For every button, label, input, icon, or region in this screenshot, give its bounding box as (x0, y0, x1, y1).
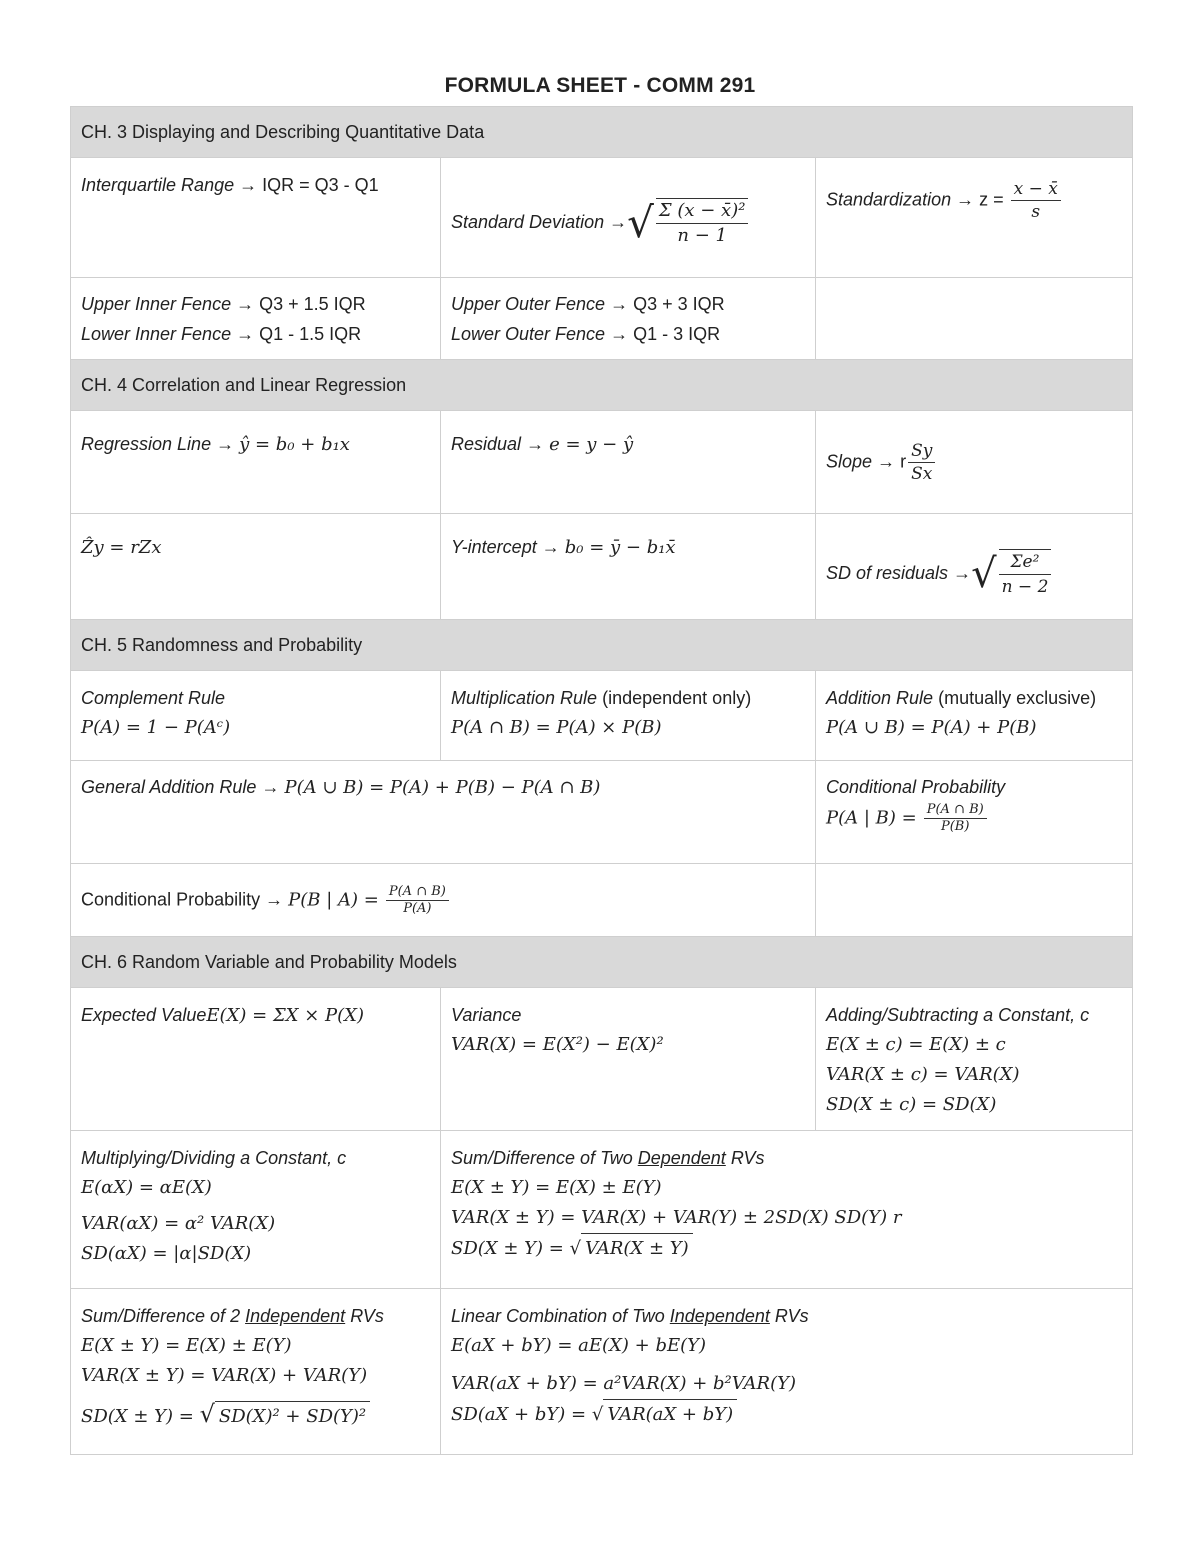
dep-line-1: E(X ± Y) = E(X) ± E(Y) (451, 1177, 662, 1198)
dep-line-3-lhs: SD(X ± Y) = (451, 1238, 564, 1259)
multc-line-3: SD(αX) = |α|SD(X) (81, 1243, 252, 1264)
ind-line-2: VAR(X ± Y) = VAR(X) + VAR(Y) (81, 1365, 368, 1386)
sd-fraction: $\frac{\text{Σ (x − x̄)²}}{n - 1}$ (656, 198, 749, 248)
multc-line-1: E(αX) = αE(X) (81, 1177, 212, 1198)
ind-label-pre: Sum/Difference of 2 (81, 1306, 246, 1326)
lin-line-2: VAR(aX + bY) = a²VAR(X) + b²VAR(Y) (451, 1373, 797, 1394)
cond2-fraction: $\frac{P(A \cap B)}{P(A)}$ (386, 884, 449, 917)
lower-outer-formula: Q1 - 3 IQR (633, 324, 721, 344)
upper-outer-formula: Q3 + 3 IQR (633, 294, 725, 314)
cond-fraction: $\frac{P(A \cap B)}{P(B)}$ (924, 802, 987, 835)
section-header-ch4: CH. 4 Correlation and Linear Regression (71, 360, 1133, 411)
iqr-label: Interquartile Range (81, 175, 235, 195)
ind-line-3-lhs: SD(X ± Y) = (81, 1406, 194, 1427)
lin-line-3-lhs: SD(aX + bY) = (451, 1404, 587, 1425)
sqrt-icon: √ (971, 550, 997, 597)
upper-outer-label: Upper Outer Fence (451, 294, 606, 314)
arrow-icon: → (610, 324, 629, 344)
section-header-ch5: CH. 5 Randomness and Probability (71, 620, 1133, 671)
formula-table (70, 106, 1133, 1455)
reg-label: Regression Line (81, 434, 212, 454)
yint-label: Y-intercept (451, 537, 537, 557)
cond-label: Conditional Probability (826, 777, 1006, 797)
ev-label: Expected Value (81, 1005, 207, 1025)
yint-formula: b₀ = ȳ − b₁x̄ (564, 537, 676, 558)
std-lhs: z = (979, 189, 1004, 210)
lin-line-3-radicand: VAR(aX + bY) (603, 1399, 737, 1430)
arrow-icon: → (239, 175, 258, 195)
resid-label: Residual (451, 434, 522, 454)
lower-inner-formula: Q1 - 1.5 IQR (259, 324, 362, 344)
addc-line-2: VAR(X ± c) = VAR(X) (826, 1064, 1020, 1085)
mult-label: Multiplication Rule (451, 688, 598, 708)
addc-line-1: E(X ± c) = E(X) ± c (826, 1034, 1006, 1055)
slope-label: Slope (826, 450, 873, 471)
lin-label-pre: Linear Combination of Two (451, 1306, 670, 1326)
arrow-icon: → (236, 294, 255, 314)
cond-lhs: P(A | B) = (826, 807, 917, 829)
lower-outer-label: Lower Outer Fence (451, 324, 606, 344)
dep-label-post: RVs (725, 1148, 765, 1168)
slope-lhs: r (900, 450, 907, 471)
arrow-icon: → (609, 211, 628, 232)
std-fraction: $\frac{x - x̄}{s}$ (1011, 178, 1061, 223)
upper-inner-label: Upper Inner Fence (81, 294, 232, 314)
section-header-ch3: CH. 3 Displaying and Describing Quantitative Data (71, 107, 1133, 158)
ev-formula: E(X) = ΣX × P(X) (206, 1005, 364, 1026)
mult-formula: P(A ∩ B) = P(A) × P(B) (451, 717, 662, 738)
arrow-icon: → (265, 888, 284, 909)
arrow-icon: → (261, 777, 280, 797)
cond2-label: Conditional Probability (81, 888, 261, 909)
lin-label-underlined: Independent (669, 1306, 770, 1326)
dep-line-2: VAR(X ± Y) = VAR(X) + VAR(Y) ± 2SD(X) SD(Y) r (451, 1207, 902, 1228)
arrow-icon: → (610, 294, 629, 314)
multc-label: Multiplying/Dividing a Constant, c (81, 1148, 347, 1168)
mult-note: (independent only) (602, 688, 752, 708)
arrow-icon: → (877, 450, 896, 471)
cond2-lhs: P(B | A) = (288, 888, 379, 910)
ind-line-3-radicand: SD(X)² + SD(Y)² (215, 1401, 370, 1432)
lin-label-post: RVs (769, 1306, 809, 1326)
upper-inner-formula: Q3 + 1.5 IQR (259, 294, 366, 314)
sdres-fraction: $\frac{\text{Σe²}}{n - 2}$ (999, 549, 1052, 599)
comp-formula: P(A) = 1 − P(Aᶜ) (81, 717, 231, 738)
sqrt-icon: √ (591, 1404, 604, 1425)
ind-label-post: RVs (345, 1306, 384, 1326)
ind-line-1: E(X ± Y) = E(X) ± E(Y) (81, 1335, 292, 1356)
dep-label-pre: Sum/Difference of Two (451, 1148, 638, 1168)
arrow-icon: → (236, 324, 255, 344)
var-formula: VAR(X) = E(X²) − E(X)² (451, 1034, 664, 1055)
arrow-icon: → (526, 434, 545, 454)
add-note: (mutually exclusive) (938, 688, 1097, 708)
dep-line-3-radicand: VAR(X ± Y) (581, 1233, 693, 1264)
sqrt-icon: √ (627, 197, 654, 247)
reg-formula: ŷ = b₀ + b₁x (239, 434, 350, 455)
addc-line-3: SD(X ± c) = SD(X) (826, 1094, 997, 1115)
gen-formula: P(A ∪ B) = P(A) + P(B) − P(A ∩ B) (284, 777, 601, 798)
add-formula: P(A ∪ B) = P(A) + P(B) (826, 717, 1037, 738)
std-label: Standardization (826, 189, 952, 210)
iqr-formula: IQR = Q3 - Q1 (262, 175, 379, 195)
sdres-label: SD of residuals (826, 562, 949, 583)
section-header-ch6: CH. 6 Random Variable and Probability Models (71, 937, 1133, 988)
page-title: FORMULA SHEET - COMM 291 (444, 74, 756, 97)
arrow-icon: → (956, 189, 975, 210)
slope-fraction: $\frac{Sy}{Sx}$ (908, 440, 935, 485)
lin-line-1: E(aX + bY) = aE(X) + bE(Y) (451, 1335, 707, 1356)
comp-label: Complement Rule (81, 688, 226, 708)
z-formula: Ẑy = rZx (81, 537, 162, 558)
ind-label-underlined: Independent (245, 1306, 346, 1326)
addc-label: Adding/Subtracting a Constant, c (826, 1005, 1090, 1025)
arrow-icon: → (216, 434, 235, 454)
arrow-icon: → (953, 562, 972, 583)
dep-label-underlined: Dependent (637, 1148, 726, 1168)
var-label: Variance (451, 1005, 522, 1025)
add-label: Addition Rule (826, 688, 934, 708)
sd-label: Standard Deviation (451, 211, 605, 232)
multc-line-2: VAR(αX) = α² VAR(X) (81, 1213, 276, 1234)
lower-inner-label: Lower Inner Fence (81, 324, 232, 344)
gen-label: General Addition Rule (81, 777, 257, 797)
sqrt-icon: √ (569, 1238, 582, 1259)
resid-formula: e = y − ŷ (549, 434, 634, 455)
arrow-icon: → (541, 537, 560, 557)
sqrt-icon: √ (199, 1400, 215, 1428)
